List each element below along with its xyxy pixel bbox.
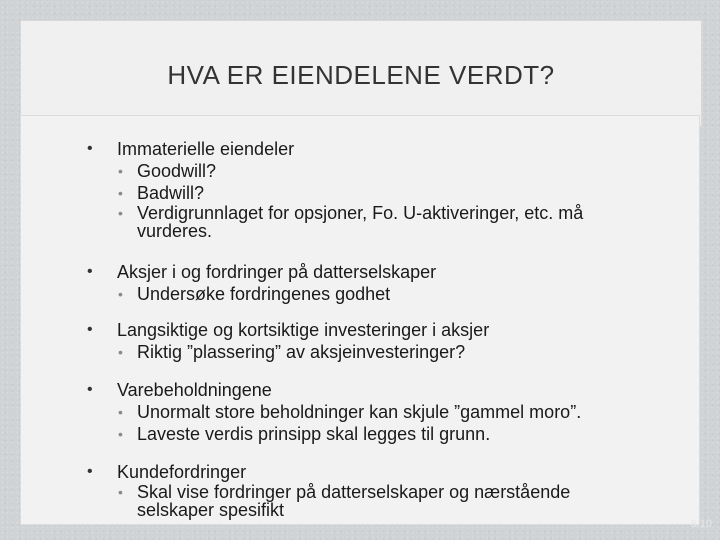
content-area [20, 115, 700, 525]
sub-bullet-text: Undersøke fordringenes godhet [137, 284, 391, 304]
bullet-dot: • [87, 140, 93, 157]
bullet-text: Varebeholdningene [117, 380, 272, 400]
title-area [20, 20, 702, 127]
bullet-text: Kundefordringer [117, 462, 247, 482]
sub-bullet-dot: • [118, 484, 123, 500]
sub-bullet-text: Unormalt store beholdninger kan skjule ”gammel moro”. [137, 402, 582, 422]
sub-bullet-text: Skal vise fordringer på datterselskaper og nærstående selskaper spesifikt [137, 482, 571, 520]
bullet-item [21, 261, 699, 305]
bullet-item [21, 379, 699, 445]
bullet-dot: • [87, 263, 93, 280]
bullet-item [21, 138, 699, 240]
sub-bullet-dot: • [118, 185, 123, 201]
sub-bullet-dot: • [118, 426, 123, 442]
bullet-text: Langsiktige og kortsiktige investeringer i aksjer [117, 320, 490, 340]
sub-bullet-text: Verdigrunnlaget for opsjoner, Fo. U-aktiveringer, etc. må vurderes. [137, 203, 584, 241]
bullet-item [21, 319, 699, 363]
bullet-dot: • [87, 321, 93, 338]
bullet-dot: • [87, 381, 93, 398]
sub-bullet-dot: • [118, 344, 123, 360]
sub-bullet-dot: • [118, 163, 123, 179]
sub-bullet-text: Riktig ”plassering” av aksjeinvesteringer? [137, 342, 466, 362]
bullet-dot: • [87, 463, 93, 480]
bullet-text: Aksjer i og fordringer på datterselskaper [117, 262, 437, 282]
sub-bullet-dot: • [118, 404, 123, 420]
sub-bullet-text: Goodwill? [137, 161, 217, 181]
slide-title: HVA ER EIENDELENE VERDT? [167, 59, 555, 90]
sub-bullet-text: Badwill? [137, 183, 205, 203]
sub-bullet-dot: • [118, 286, 123, 302]
bullet-item [21, 461, 699, 519]
sub-bullet-dot: • [118, 205, 123, 221]
sub-bullet-text: Laveste verdis prinsipp skal legges til grunn. [137, 424, 491, 444]
page-number: 6/10 [690, 518, 712, 530]
bullet-text: Immaterielle eiendeler [117, 139, 295, 159]
